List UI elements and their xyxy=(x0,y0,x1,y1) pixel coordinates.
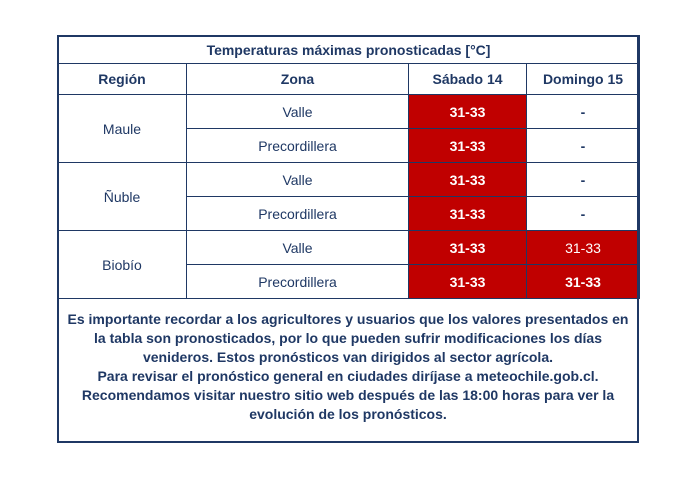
sabado-cell: 31-33 xyxy=(409,265,527,299)
header-region: Región xyxy=(58,64,187,95)
sabado-cell: 31-33 xyxy=(409,231,527,265)
domingo-cell: - xyxy=(527,163,640,197)
zone-cell: Precordillera xyxy=(187,129,409,163)
header-sabado: Sábado 14 xyxy=(409,64,527,95)
domingo-cell: 31-33 xyxy=(527,231,640,265)
zone-cell: Valle xyxy=(187,95,409,129)
sabado-cell: 31-33 xyxy=(409,95,527,129)
sabado-cell: 31-33 xyxy=(409,129,527,163)
header-domingo: Domingo 15 xyxy=(527,64,640,95)
note-line: venideros. Estos pronósticos van dirigidos al sector agrícola. xyxy=(142,349,553,365)
note-line: Recomendamos visitar nuestro sitio web después de las 18:00 horas para ver la xyxy=(81,387,615,403)
sabado-cell: 31-33 xyxy=(409,163,527,197)
zone-cell: Valle xyxy=(187,163,409,197)
domingo-cell: 31-33 xyxy=(527,265,640,299)
domingo-cell: - xyxy=(527,95,640,129)
note-line: Para revisar el pronóstico general en ciudades diríjase a meteochile.gob.cl. xyxy=(97,368,599,384)
region-biobio: Biobío xyxy=(58,231,187,299)
sabado-cell: 31-33 xyxy=(409,197,527,231)
zone-cell: Precordillera xyxy=(187,265,409,299)
table-title: Temperaturas máximas pronosticadas [°C] xyxy=(58,36,640,64)
disclaimer-note xyxy=(59,310,637,424)
domingo-cell: - xyxy=(527,129,640,163)
header-zona: Zona xyxy=(187,64,409,95)
note-line: la tabla son pronosticados, por lo que pueden sufrir modificaciones los días xyxy=(94,330,602,346)
region-maule: Maule xyxy=(58,95,187,163)
note-line: evolución de los pronósticos. xyxy=(249,406,447,422)
zone-cell: Precordillera xyxy=(187,197,409,231)
domingo-cell: - xyxy=(527,197,640,231)
region-nuble: Ñuble xyxy=(58,163,187,231)
zone-cell: Valle xyxy=(187,231,409,265)
note-line: Es importante recordar a los agricultores y usuarios que los valores presentados en xyxy=(67,311,629,327)
